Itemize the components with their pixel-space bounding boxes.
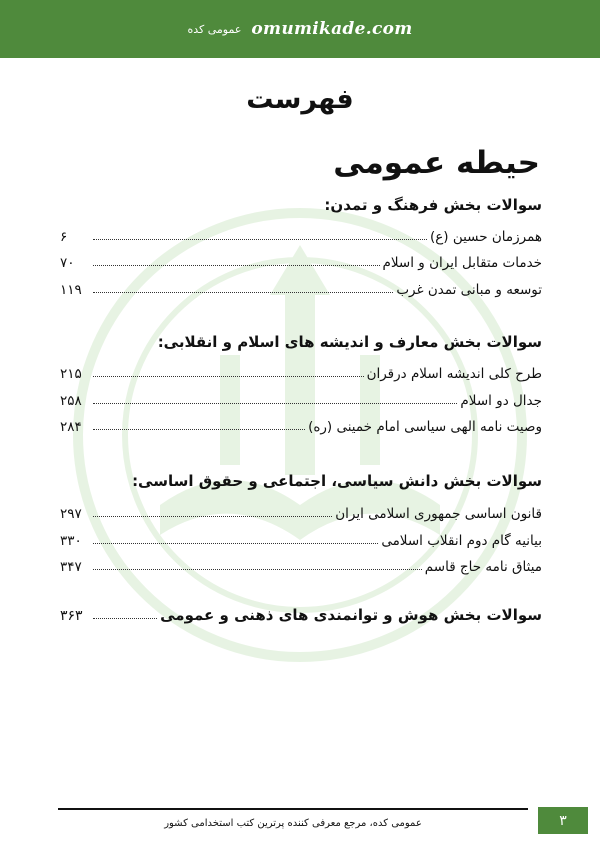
dot-leader [93,265,380,266]
toc-row-page: ۱۱۹ [60,282,82,298]
footer-divider [58,808,528,810]
toc-row-label: توسعه و مبانی تمدن غرب [396,282,542,298]
dot-leader [93,543,378,544]
toc-row-page: ۷۰ [60,255,75,271]
toc-row[interactable] [60,389,542,409]
page-number: ۳ [538,807,588,834]
toc-row-page: ۳۳۰ [60,533,82,549]
toc-row-page: ۶ [60,229,68,245]
toc-section-title: سوالات بخش معارف و اندیشه های اسلام و انقلابی: [157,333,542,351]
toc-row[interactable] [60,555,542,575]
toc-row-label: همرزمان حسین (ع) [429,229,542,245]
toc-row-page: ۲۱۵ [60,366,82,382]
toc-section-row[interactable] [60,604,542,624]
toc-section-title: سوالات بخش دانش سیاسی، اجتماعی و حقوق اساسی: [132,472,542,490]
dot-leader [93,569,422,570]
toc-row[interactable] [60,362,542,382]
toc-row[interactable] [60,278,542,298]
section-heading: حیطه عمومی [333,145,540,181]
toc-row-label: قانون اساسی جمهوری اسلامی ایران [335,506,542,522]
page-title: فهرست [246,84,354,115]
toc-row-label: میثاق نامه حاج قاسم [424,559,542,575]
toc-row-page: ۲۵۸ [60,393,82,409]
dot-leader [93,516,332,517]
toc-row[interactable] [60,529,542,549]
toc-row-page: ۳۶۳ [60,608,83,624]
toc-row-page: ۳۴۷ [60,559,82,575]
dot-leader [93,239,427,240]
site-name-latin: omumikade.com [251,19,413,39]
toc-row-label: جدال دو اسلام [460,393,542,409]
toc-row[interactable] [60,225,542,245]
toc-row[interactable] [60,415,542,435]
toc-row-page: ۲۹۷ [60,506,82,522]
toc-row-label: خدمات متقابل ایران و اسلام [382,255,542,271]
dot-leader [93,618,157,619]
toc-row-label: وصیت نامه الهی سیاسی امام خمینی (ره) [308,419,542,435]
dot-leader [93,429,305,430]
dot-leader [93,292,393,293]
toc-section-title: سوالات بخش هوش و توانمندی های ذهنی و عمومی [160,606,542,624]
footer-text: عمومی کده، مرجع معرفی کننده پرترین کتب استخدامی کشور [164,818,422,829]
toc-row-label: طرح کلی اندیشه اسلام درقران [366,366,542,382]
dot-leader [93,376,364,377]
toc-section-title: سوالات بخش فرهنگ و تمدن: [324,196,542,214]
table-of-contents [60,0,542,849]
dot-leader [93,403,457,404]
toc-row-page: ۲۸۴ [60,419,82,435]
toc-row[interactable] [60,502,542,522]
toc-row-label: بیانیه گام دوم انقلاب اسلامی [381,533,542,549]
site-name-persian: عمومی کده [187,22,242,36]
toc-row[interactable] [60,251,542,271]
